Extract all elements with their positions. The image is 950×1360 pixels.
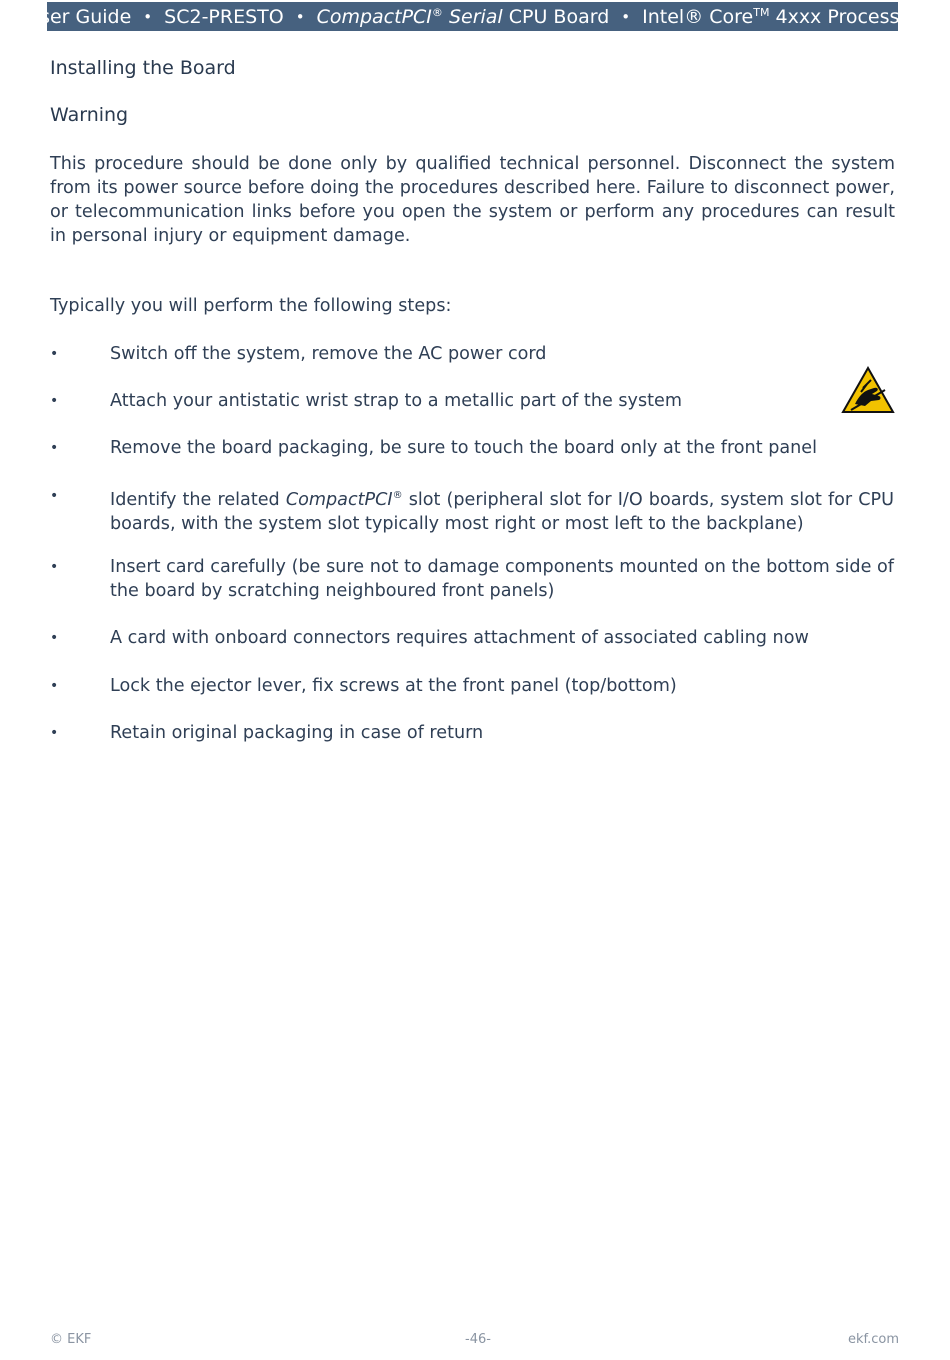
bullet: • [50,346,59,362]
step-text: Remove the board packaging, be sure to touch the board only at the front panel [110,438,818,458]
warning-title: Warning [50,104,129,126]
header-separator: • [621,7,631,26]
step-text: Retain original packaging in case of return [110,723,484,743]
esd-warning-icon [841,366,895,414]
header-registered: ® [431,5,443,19]
step-text: Switch off the system, remove the AC power cord [110,344,547,364]
footer-website: ekf.com [848,1332,900,1347]
step-text: Attach your antistatic wrist strap to a metallic part of the system [110,391,682,411]
footer-page-number: -46- [465,1332,491,1347]
bullet: • [50,630,59,646]
step-text-part: slot (peripheral slot for I/O boards, system slot for CPU boards, with the system slot typically most right or most left to the backplane) [110,490,894,534]
warning-paragraph: This procedure should be done only by qualified technical personnel. Disconnect the system from its power source before doing the procedures described here. Failure to disconnect power, or telecommunication links before you open the system or perform any procedures can result in personal injury or equipment damage. [50,154,895,246]
step-text-part: Identify the related [110,490,280,510]
bullet: • [50,488,59,504]
section-title: Installing the Board [50,57,236,79]
header-intel-core: Intel® Core [642,5,754,28]
bullet: • [50,559,59,575]
header-separator: • [295,7,305,26]
header-user-guide: User Guide [26,5,132,28]
header-product: SC2-PRESTO [164,5,284,28]
header-cpu-board: CPU Board [508,5,610,28]
step-text: Lock the ejector lever, fix screws at the front panel (top/bottom) [110,676,677,696]
bullet: • [50,678,59,694]
header-trademark: TM [753,5,770,19]
header-4xxx: 4xxx Processor [775,5,919,28]
header-separator: • [143,7,153,26]
header-serial: Serial [448,5,503,28]
header-compactpci: CompactPCI [316,5,432,28]
step-text-registered: ® [392,490,403,501]
step-text: A card with onboard connectors requires attachment of associated cabling now [110,628,809,648]
page-header [26,2,919,31]
bullet: • [50,725,59,741]
footer-copyright: © EKF [50,1332,92,1347]
step-text-compactpci: CompactPCI [285,490,393,510]
bullet: • [50,440,59,456]
bullet: • [50,393,59,409]
step-text [110,484,894,536]
header-processor [642,6,919,28]
steps-intro: Typically you will perform the following steps: [50,296,452,316]
header-board-type [317,6,610,28]
step-text: Insert card carefully (be sure not to damage components mounted on the bottom side of the board by scratching neighboured front panels) [110,557,894,601]
